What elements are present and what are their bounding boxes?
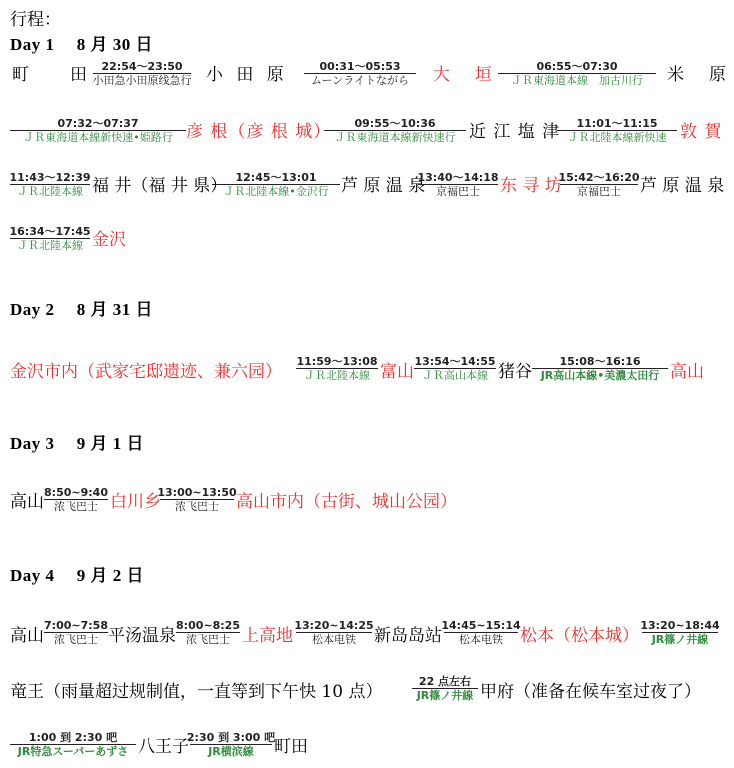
segment-2 [304,60,416,88]
station-omishiotsu: 近 江 塩 津 [469,122,561,142]
day1-label: Day 1 8 月 30 日 [10,35,154,54]
segment-time: 15:42～16:20 [558,171,640,184]
station-tsuruga: 敦 賀 [680,122,723,142]
segment-time: 7:00~7:58 [44,619,108,632]
station-kanazawa-city: 金沢市内（武家宅邸遗迹、兼六园） [10,362,282,382]
segment-route: 京福巴士 [436,185,480,198]
day3-label: Day 3 9 月 1 日 [10,434,145,453]
station-takayama-city: 高山市内（古街、城山公园） [236,492,457,512]
segment-route: JR篠ノ井線 [416,689,474,702]
station-shirakawago: 白川乡 [110,492,161,512]
segment-time: 13:20~14:25 [294,619,374,632]
station-kofu: 甲府（准备在候车室过夜了） [480,682,701,702]
station-machida: 町 田 [12,65,99,85]
segment-5 [642,619,718,647]
segment-3 [296,619,372,647]
station-toyama: 富山 [380,362,414,382]
segment-route: ＪＲ東海道本線新快速行 [334,131,456,144]
segment-time: 06:55～07:30 [536,60,618,73]
segment-time: 11:59～13:08 [296,355,378,368]
segment-route: JR高山本線•美濃太田行 [540,369,660,382]
station-ryuo: 竜王（雨量超过规制值，一直等到下午快 10 点） [10,682,383,702]
station-tojinbo: 东 寻 坊 [500,176,562,196]
station-hachioji: 八王子 [138,737,189,757]
station-ogaki: 大 垣 [433,65,496,85]
segment-route: 浓飞巴士 [54,500,98,513]
day4-label: Day 4 9 月 2 日 [10,566,145,585]
segment-6 [557,117,677,145]
segment-route: ＪＲ北陸本線 [17,185,83,198]
segment-route: JR篠ノ井線 [651,633,709,646]
segment-route: JR横滨線 [208,745,254,758]
segment-2 [176,619,240,647]
segment-3 [498,60,656,88]
station-shinshimashima: 新岛岛站 [374,626,442,646]
segment-route: 松本电铁 [459,633,503,646]
segment-8 [212,171,340,199]
segment-time: 13:40～14:18 [417,171,499,184]
segment-time: 13:00~13:50 [157,486,237,499]
segment-route: 京福巴士 [577,185,621,198]
segment-route: JR特急スーパーあずさ [17,745,129,758]
station-takayama: 高山 [10,492,44,512]
segment-time: 09:55～10:36 [354,117,436,130]
segment-route: 小田急小田原线急行 [92,74,192,87]
segment-2 [414,355,496,383]
segment-10 [560,171,638,199]
segment-time: 8:50~9:40 [44,486,108,499]
segment-route: ＪＲ北陸本線•金沢行 [223,185,329,198]
station-takayama: 高山 [10,626,44,646]
segment-route: ムーンライトながら [311,74,409,87]
segment-1 [44,619,108,647]
segment-9 [418,171,498,199]
segment-route: ＪＲ北陸本線新快速 [567,131,667,144]
segment-route: ＪＲ東海道本線 加古川行 [511,74,643,87]
segment-6 [412,675,478,703]
station-odawara: 小 田 原 [206,65,288,85]
segment-3 [532,355,668,383]
station-takayama: 高山 [670,362,704,382]
station-awara-onsen: 芦 原 温 泉 [341,176,426,196]
segment-time: 15:08～16:16 [559,355,641,368]
segment-time: 1:00 到 2:30 吧 [28,731,118,744]
segment-time: 14:45~15:14 [441,619,521,632]
segment-time: 11:01～11:15 [576,117,658,130]
segment-time: 00:31～05:53 [319,60,401,73]
station-hirayu-onsen: 平汤温泉 [108,626,176,646]
segment-route: 浓飞巴士 [186,633,230,646]
segment-time: 22:54～23:50 [101,60,183,73]
segment-8 [186,731,276,759]
itinerary-heading: 行程： [10,10,61,30]
segment-time: 22 点左右 [418,675,472,688]
station-kanazawa: 金沢 [92,230,126,250]
segment-route: ＪＲ東海道本線新快速•姫路行 [23,131,173,144]
segment-1 [44,486,108,514]
segment-2 [157,486,237,514]
segment-1 [93,60,191,88]
segment-time: 8:00~8:25 [176,619,240,632]
station-matsumoto: 松本（松本城） [520,626,639,646]
segment-time: 2:30 到 3:00 吧 [186,731,276,744]
segment-1 [296,355,378,383]
segment-route: ＪＲ北陸本線 [304,369,370,382]
segment-route: ＪＲ北陸本線 [17,239,83,252]
day2-label: Day 2 8 月 31 日 [10,300,154,319]
station-machida-return: 町田 [274,737,308,757]
segment-route: 浓飞巴士 [175,500,219,513]
segment-time: 13:54～14:55 [414,355,496,368]
segment-route: 浓飞巴士 [54,633,98,646]
station-inotani: 猪谷 [498,362,532,382]
segment-time: 11:43～12:39 [9,171,91,184]
segment-time: 07:32～07:37 [57,117,139,130]
segment-4 [10,117,186,145]
segment-7 [10,731,136,759]
segment-route: 松本电铁 [312,633,356,646]
station-awara-onsen-2: 芦 原 温 泉 [640,176,725,196]
segment-time: 13:20~18:44 [640,619,720,632]
segment-5 [324,117,466,145]
station-fukui: 福 井（福 井 県） [92,176,228,196]
station-kamikochi: 上高地 [242,626,293,646]
segment-time: 16:34～17:45 [9,225,91,238]
segment-route: ＪＲ高山本線 [422,369,488,382]
station-maibara: 米 原 [667,65,730,85]
segment-11 [10,225,90,253]
segment-time: 12:45～13:01 [235,171,317,184]
station-hikone: 彦 根（彦 根 城） [186,122,332,142]
segment-4 [441,619,521,647]
segment-7 [10,171,90,199]
